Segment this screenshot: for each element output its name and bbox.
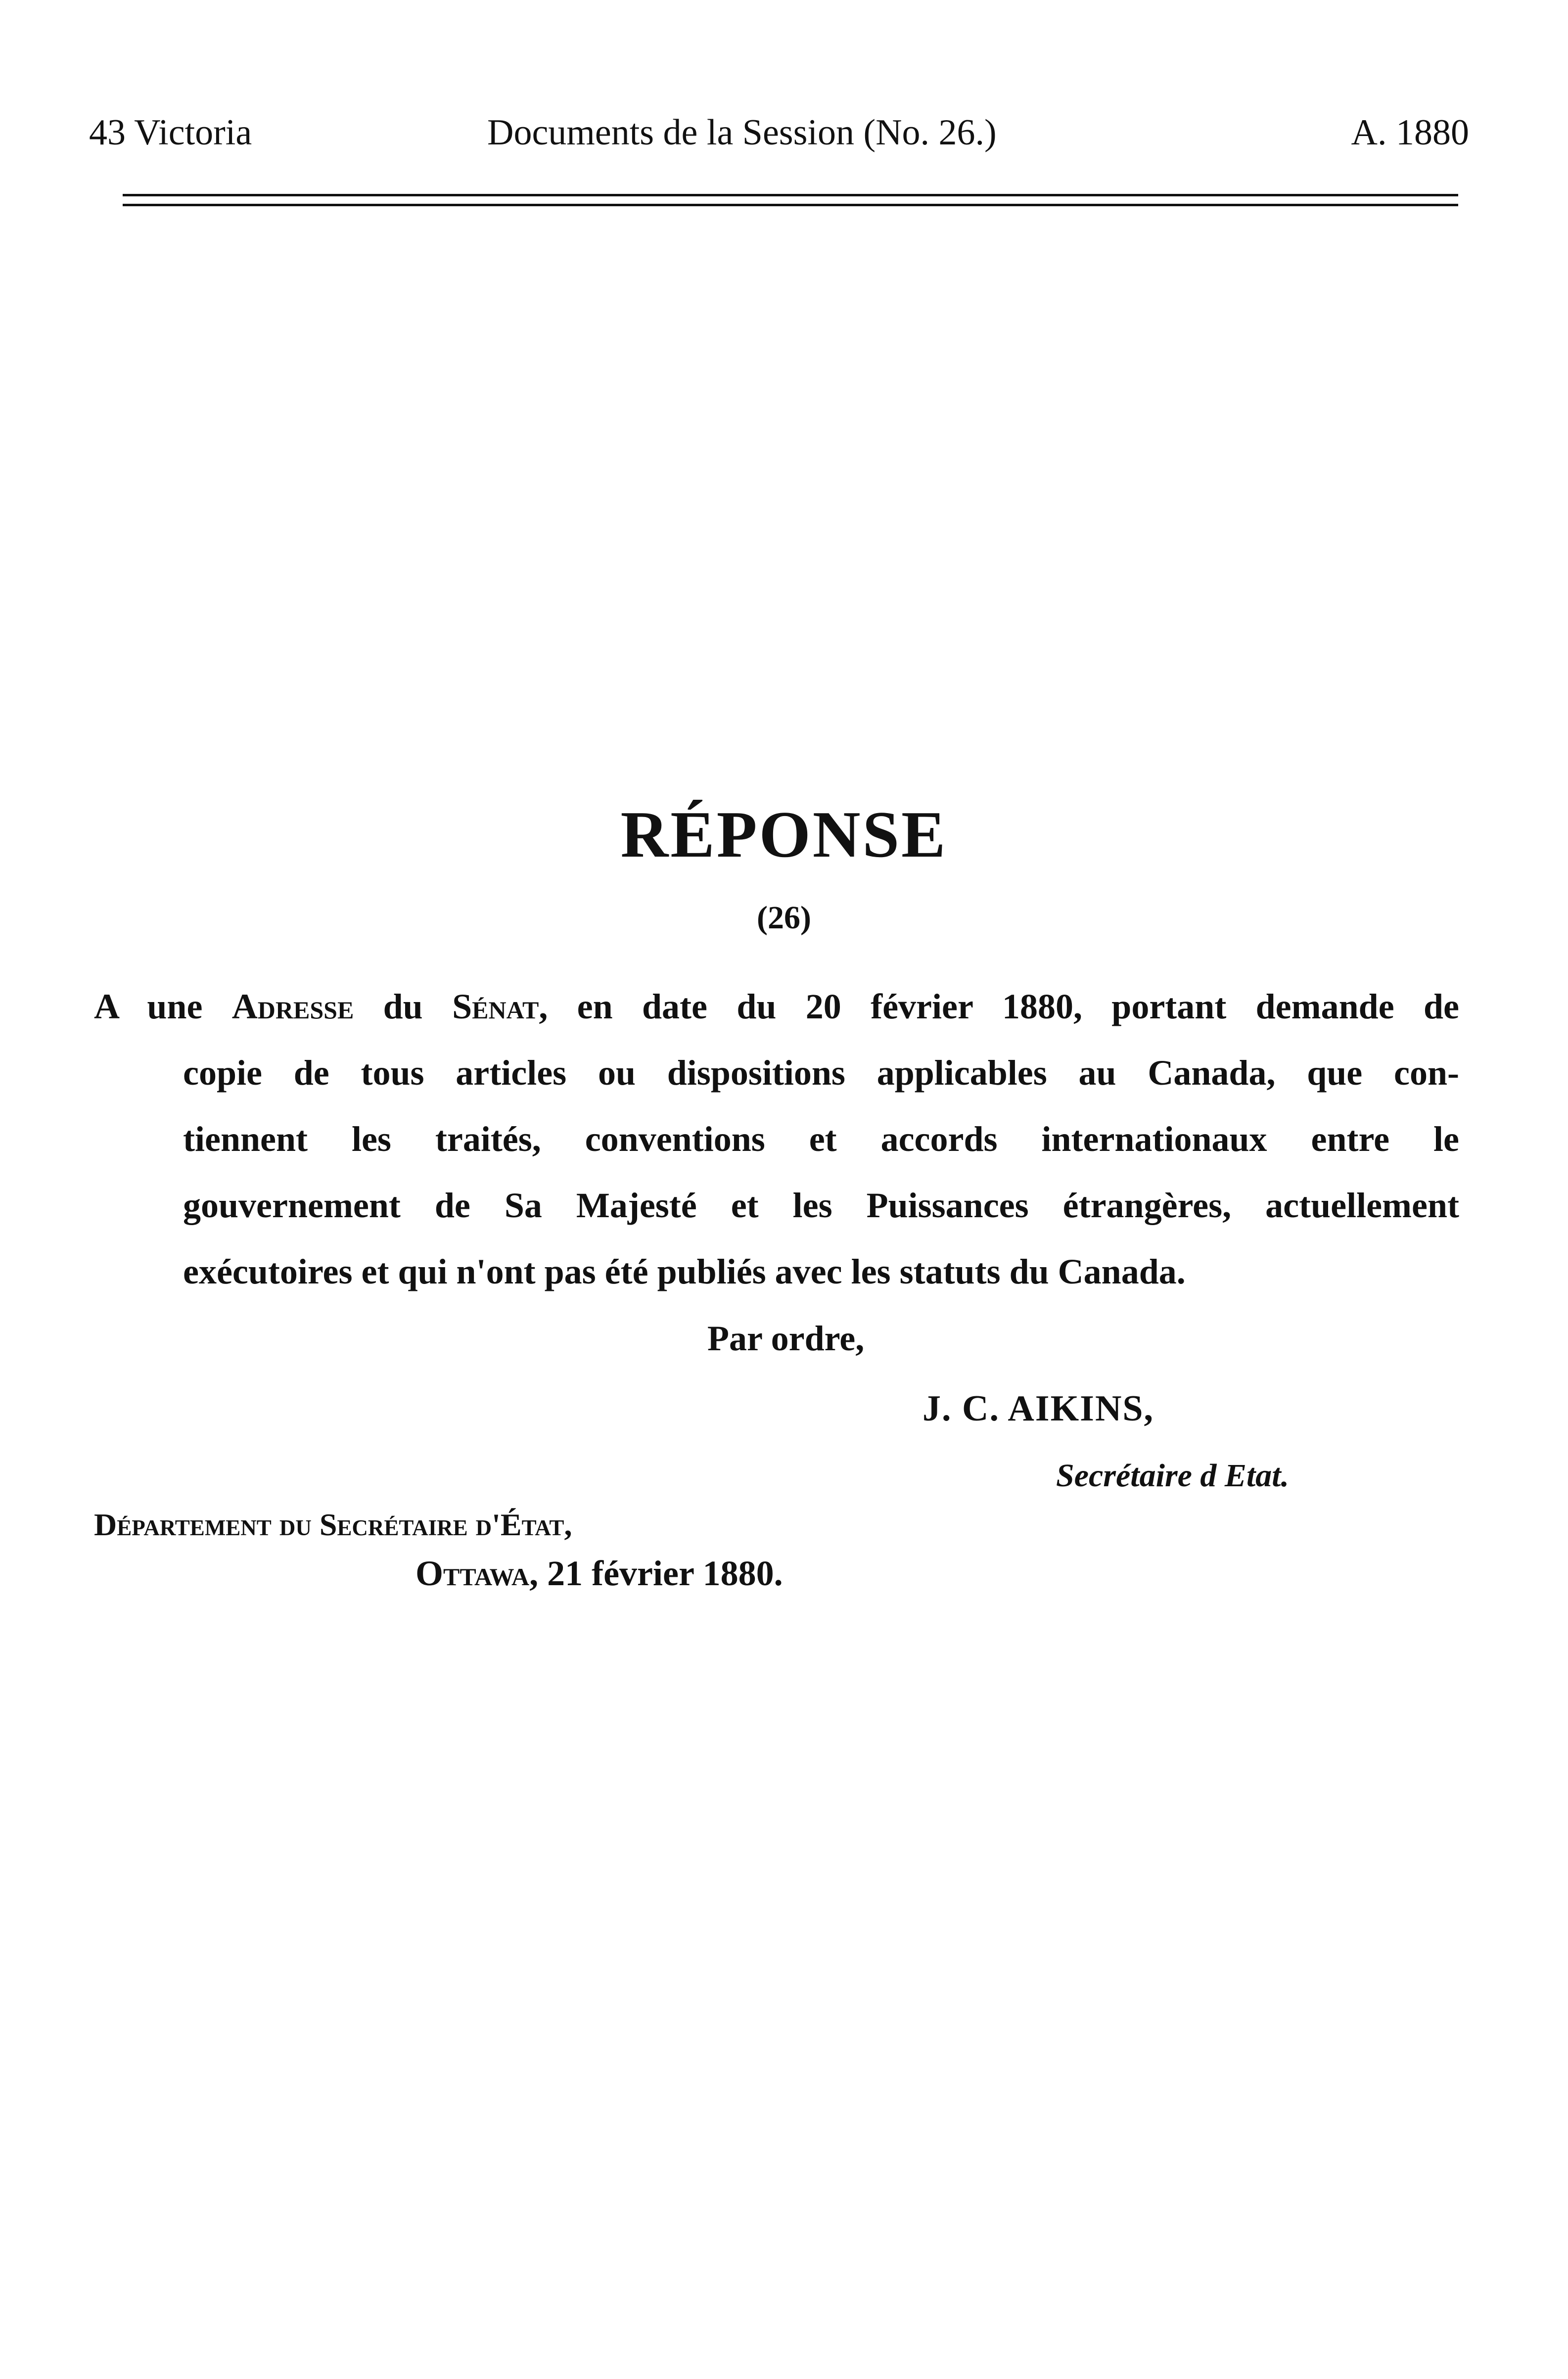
- document-number: (26): [757, 900, 811, 936]
- closing-par-ordre: Par ordre,: [707, 1319, 865, 1358]
- address-du: du: [354, 987, 453, 1026]
- place-city: Ottawa: [415, 1554, 530, 1593]
- address-line-1-rest: , en date du 20 février 1880, portant demande de: [539, 987, 1459, 1026]
- header-session-victoria: 43 Victoria: [89, 112, 252, 153]
- header-rule-bottom: [123, 204, 1458, 206]
- signatory-title: Secrétaire d Etat.: [1056, 1458, 1290, 1494]
- header-documents-session: Documents de la Session (No. 26.): [487, 112, 997, 153]
- address-senat: Sénat: [452, 987, 539, 1026]
- address-line-2: copie de tous articles ou dispositions applicables au Canada, que con-: [183, 1053, 1459, 1093]
- header-rule-top: [123, 194, 1458, 196]
- address-line-1: [94, 973, 1459, 1040]
- place-date-rest: , 21 février 1880.: [529, 1554, 783, 1593]
- document-title: RÉPONSE: [620, 798, 948, 871]
- address-prefix: A une: [94, 987, 232, 1026]
- signatory-name: J. C. AIKINS,: [922, 1388, 1154, 1429]
- address-adresse: Adresse: [231, 987, 354, 1026]
- header-year: A. 1880: [1351, 112, 1469, 153]
- place-and-date: [415, 1553, 783, 1594]
- address-paragraph: [94, 973, 1459, 1305]
- address-line-4: gouvernement de Sa Majesté et les Puissances étrangères, actuellement: [183, 1186, 1459, 1225]
- department-name: Département du Secrétaire d'État,: [94, 1507, 572, 1542]
- address-line-3: tiennent les traités, conventions et accords internationaux entre le: [183, 1119, 1459, 1159]
- address-line-5: exécutoires et qui n'ont pas été publiés avec les statuts du Canada.: [183, 1252, 1186, 1291]
